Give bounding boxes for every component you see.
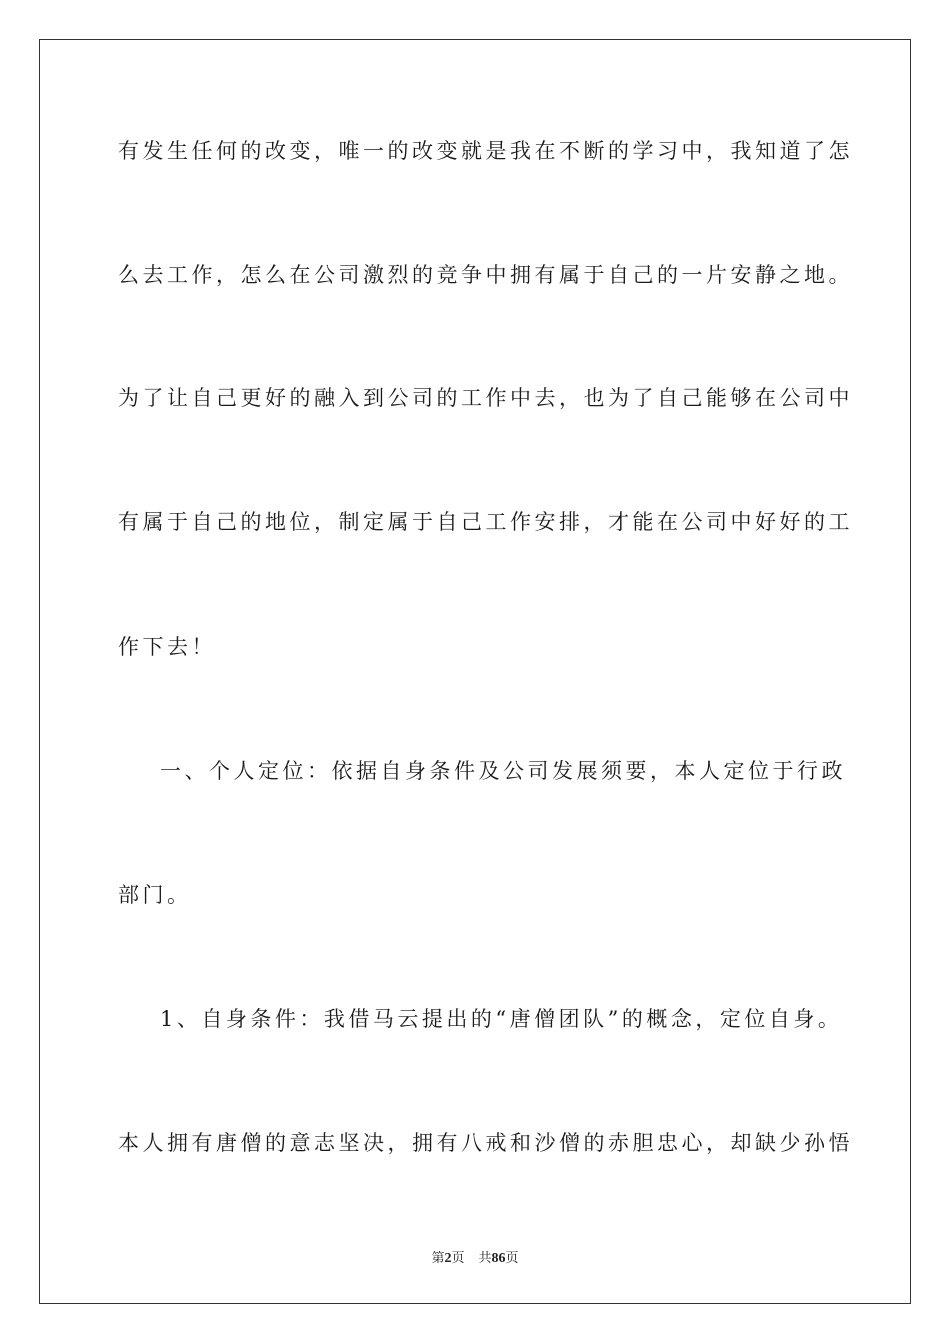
body-text-line-5: 作下去！ xyxy=(118,635,216,659)
total-prefix: 共 xyxy=(478,1251,492,1266)
page-prefix: 第 xyxy=(431,1251,445,1266)
page-number: 2 xyxy=(444,1251,452,1266)
body-text-line-3: 为了让自己更好的融入到公司的工作中去，也为了自己能够在公司中 xyxy=(118,386,853,410)
body-text-line-4: 有属于自己的地位，制定属于自己工作安排，才能在公司中好好的工 xyxy=(118,510,853,534)
section-heading-personal-positioning: 一、个人定位：依据自身条件及公司发展须要，本人定位于行政 xyxy=(160,759,846,783)
body-text-line-7: 部门。 xyxy=(118,883,192,907)
total-suffix: 页 xyxy=(505,1251,519,1266)
total-pages: 86 xyxy=(491,1251,506,1266)
page-border xyxy=(39,39,911,1304)
body-text-line-2: 么去工作，怎么在公司激烈的竞争中拥有属于自己的一片安静之地。 xyxy=(118,263,853,287)
subsection-heading-self-conditions: 1、自身条件：我借马云提出的“唐僧团队”的概念，定位自身。 xyxy=(160,1007,843,1031)
page-suffix: 页 xyxy=(451,1251,465,1266)
page-footer xyxy=(0,1247,950,1267)
body-text-line-9: 本人拥有唐僧的意志坚决，拥有八戒和沙僧的赤胆忠心，却缺少孙悟 xyxy=(118,1131,853,1155)
body-text-line-1: 有发生任何的改变，唯一的改变就是我在不断的学习中，我知道了怎 xyxy=(118,139,853,163)
